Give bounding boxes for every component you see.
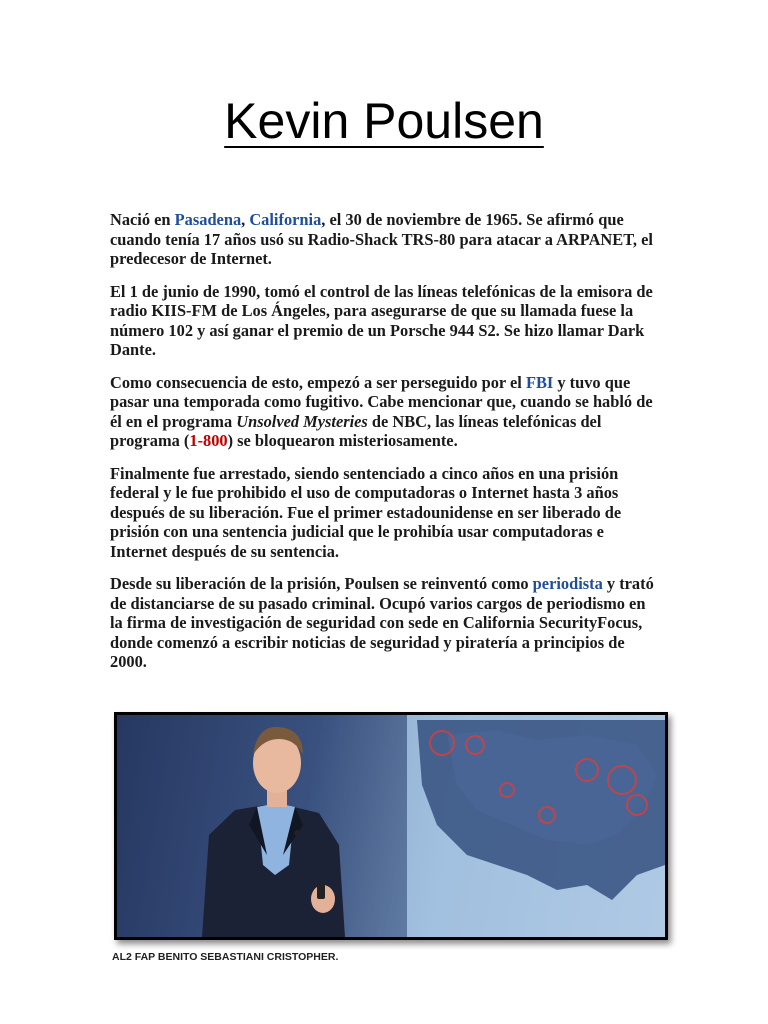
photo-frame [114,712,668,940]
article-body [110,210,660,685]
text: El 1 de junio de 1990, tomó el control de las líneas telefónicas de la emisora de radio KIIS-FM de Los Ángeles, para asegurarse de que su llamada fuese la número 102 y así ganar el premio de un Porsche 944 S2. Se hizo llamar Dark Dante. [110,281,653,359]
text: Como consecuencia de esto, empezó a ser perseguido por el [110,372,526,392]
link-california[interactable]: California [249,210,322,229]
paragraph-arrest [110,464,660,562]
text: y trató de distanciarse de su pasado criminal. Ocupó varios cargos de periodismo en la firma de investigación de seguridad con sede en California SecurityFocus, donde comenzó a escribir noticias de seguridad y piratería a principios de 2000. [110,574,654,671]
text: Nació en [110,210,175,229]
paragraph-fbi [110,373,660,451]
text: y tuvo que pasar una temporada como fugitivo. Cabe mencionar que, cuando se habló de él en el programa [110,372,653,431]
link-fbi[interactable]: FBI [525,372,554,392]
text: Finalmente fue arrestado, siendo sentenciado a cinco años en una prisión federal y le fue prohibido el uso de computadoras o Internet hasta 3 años después de su liberación. Fue el primer estadounidense en ser liberado de prisión con una sentencia judicial que le prohibía usar computadoras e Internet después de su sentencia. [110,463,622,561]
paragraph-journalist [110,574,660,672]
paragraph-radio [110,282,660,360]
link-periodista[interactable]: periodista [532,574,603,593]
text: de NBC, las líneas telefónicas del programa ( [110,411,602,450]
text: Desde su liberación de la prisión, Poulsen se reinventó como [110,574,533,593]
photo-illustration [117,715,665,937]
speaker-photo [117,715,665,937]
paragraph-birth [110,210,660,269]
text: , el 30 de noviembre de 1965. Se afirmó que cuando tenía 17 años usó su Radio-Shack TRS-80 para atacar a ARPANET, el predecesor de Internet. [110,210,653,268]
title-text: Kevin Poulsen [224,93,544,149]
page-title [0,92,768,150]
link-1-800[interactable]: 1-800 [189,431,228,450]
text: ) se bloquearon misteriosamente. [227,431,458,450]
text: , [241,210,250,229]
author-caption: AL2 FAP BENITO SEBASTIANI CRISTOPHER. [112,951,339,963]
program-title: Unsolved Mysteries [236,411,368,431]
link-pasadena[interactable]: Pasadena [174,210,242,229]
